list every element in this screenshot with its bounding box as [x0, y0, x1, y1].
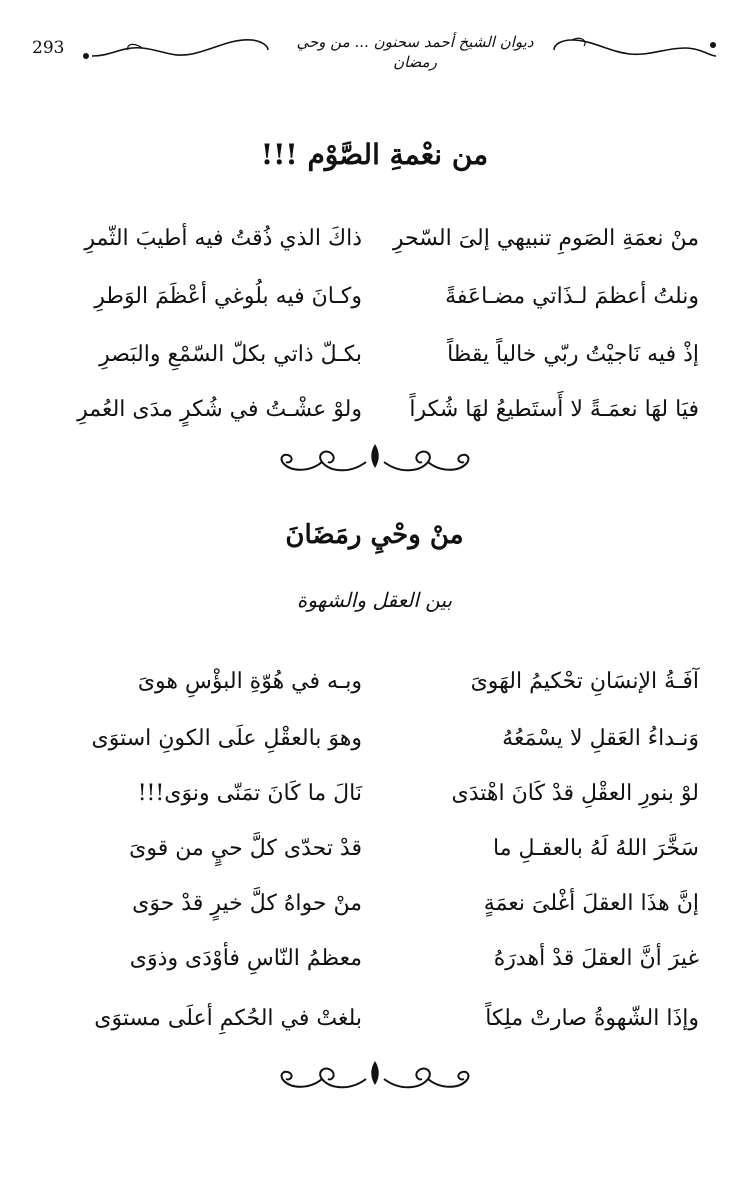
poem-title: منْ وحْيِ رمَضَانَ	[285, 520, 464, 550]
verse-first-half: لوْ بنورِ العقْلِ قدْ كَانَ اهْتدَى	[451, 781, 699, 806]
header-scroll-icon	[82, 34, 272, 64]
verse-second-half: منْ حواهُ كلَّ خيرٍ قدْ حوَى	[132, 891, 362, 916]
verse-first-half: فيَا لهَا نعمَـةً لا أَستَطيعُ لهَا شُكراً	[409, 397, 699, 422]
verse-first-half: ونلتُ أعظمَ لـذَاتي مضـاعَفةً	[445, 284, 699, 309]
running-title: ديوان الشيخ أحمد سحنون ... من وحي رمضان	[296, 33, 534, 71]
page-number: 293	[32, 38, 65, 58]
verse-second-half: نَالَ ما كَانَ تمَنّى ونوَى!!!	[137, 781, 362, 806]
verse-second-half: بكـلّ ذاتي بكلّ السّمْعِ والبَصرِ	[99, 342, 362, 367]
verse-first-half: وإذَا الشّهوةُ صارتْ ملِكاً	[485, 1006, 699, 1031]
verse-first-half: وَنـداءُ العَقلِ لا يسْمَعُهُ	[502, 726, 699, 751]
scroll-ornament-icon	[270, 1055, 480, 1095]
poem-subtitle: بين العقل والشهوة	[296, 588, 453, 612]
verse-second-half: ذاكَ الذي ذُقتُ فيه أطيبَ الثّمرِ	[84, 226, 362, 251]
verse-second-half: ولوْ عشْـتُ في شُكرٍ مدَى العُمرِ	[77, 397, 362, 422]
running-header	[20, 22, 730, 71]
scroll-ornament-icon	[270, 438, 480, 478]
verse-second-half: بلغتْ في الحُكمِ أعلَى مستوَى	[94, 1006, 362, 1031]
verse-second-half: معظمُ النّاسِ فأوْدَى وذوَى	[129, 946, 362, 971]
header-dot-icon	[710, 42, 716, 48]
verse-first-half: غيرَ أنَّ العقلَ قدْ أهدرَهُ	[493, 946, 699, 971]
header-scroll-icon	[550, 34, 720, 64]
verse-first-half: سَخَّرَ اللهُ لَهُ بالعقـلِ ما	[492, 836, 699, 861]
poem-title: من نعْمةِ الصَّوْم !!!	[260, 138, 489, 171]
verse-second-half: وبـه في هُوّةِ البؤْسِ هوىَ	[137, 669, 362, 694]
verse-second-half: وكـانَ فيه بلُوغي أعْظَمَ الوَطرِ	[94, 284, 362, 309]
verse-second-half: وهوَ بالعقْلِ علَى الكونِ استوَى	[91, 726, 362, 751]
verse-first-half: آفَـةُ الإنسَانِ تحْكيمُ الهَوىَ	[470, 669, 699, 694]
verse-first-half: إذْ فيه نَاجيْتُ ربّي خالياً يقظاً	[447, 342, 699, 367]
verse-first-half: منْ نعمَةِ الصَومِ تنبيهي إلىَ السّحرِ	[392, 226, 699, 251]
verse-second-half: قدْ تحدّى كلَّ حيٍ من قوىَ	[129, 836, 362, 861]
verse-first-half: إنَّ هذَا العقلَ أغْلىَ نعمَةٍ	[483, 891, 699, 916]
